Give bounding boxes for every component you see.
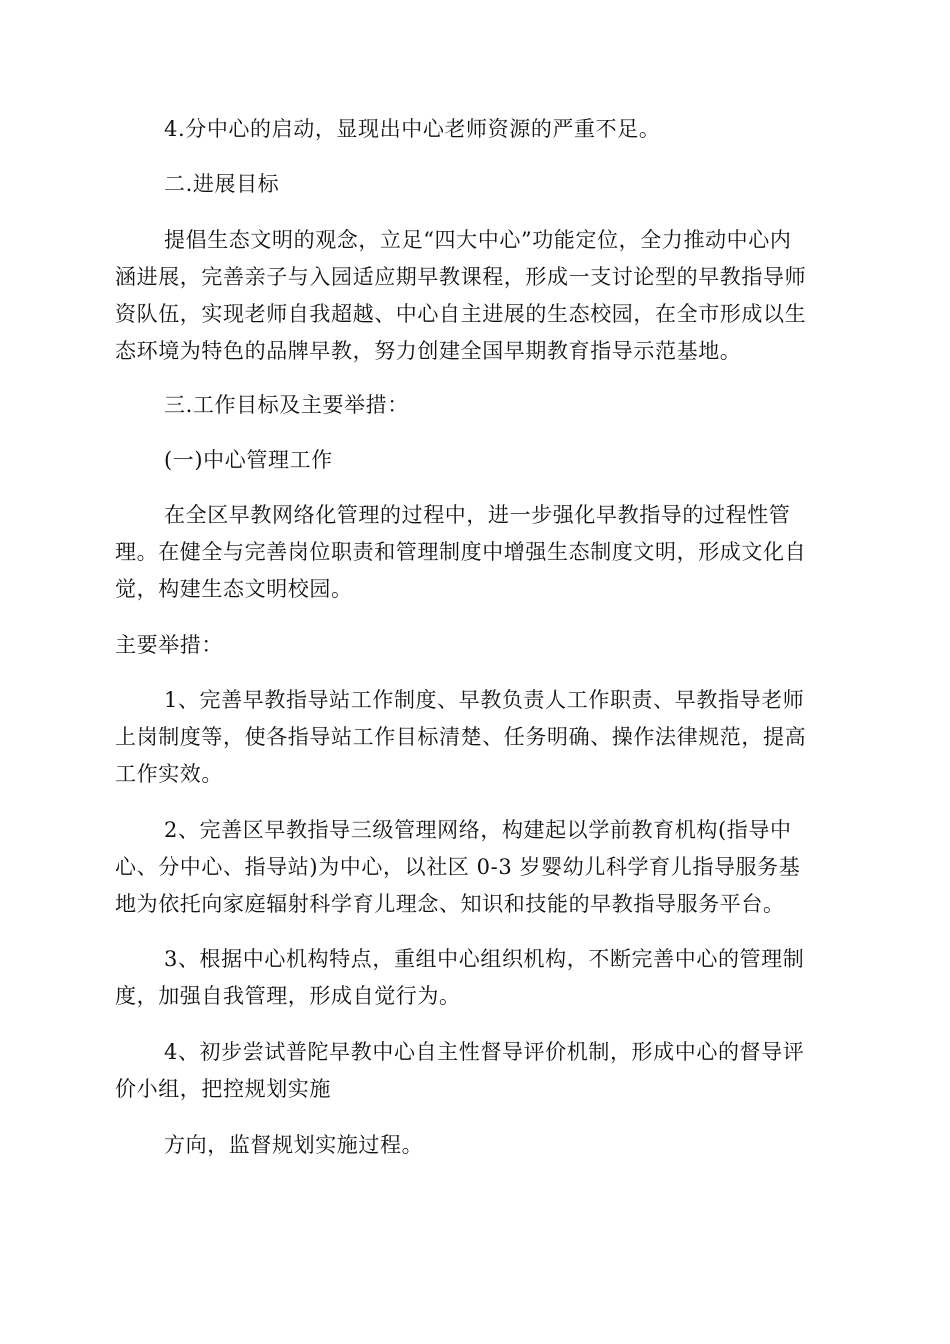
- list-item-line: 度，加强自我管理，形成自觉行为。: [115, 984, 461, 1008]
- list-item-line: 价小组，把控规划实施: [115, 1077, 331, 1101]
- paragraph-line: 涵进展，完善亲子与入园适应期早教课程，形成一支讨论型的早教指导师: [115, 265, 807, 289]
- list-item-line: 上岗制度等，使各指导站工作目标清楚、任务明确、操作法律规范，提高: [115, 725, 807, 749]
- list-item-line: 1、完善早教指导站工作制度、早教负责人工作职责、早教指导老师: [164, 688, 805, 712]
- section-heading: 三.工作目标及主要举措：: [164, 393, 409, 417]
- list-item-line: 3、根据中心机构特点，重组中心组织机构，不断完善中心的管理制: [164, 947, 805, 971]
- subsection-heading: (一)中心管理工作: [164, 448, 333, 472]
- paragraph-line: 觉，构建生态文明校园。: [115, 577, 353, 601]
- paragraph-line: 4.分中心的启动，显现出中心老师资源的严重不足。: [164, 117, 661, 141]
- list-item-line: 地为依托向家庭辐射科学育儿理念、知识和技能的早教指导服务平台。: [115, 892, 785, 916]
- paragraph-line: 在全区早教网络化管理的过程中，进一步强化早教指导的过程性管: [164, 503, 791, 527]
- list-item-line: 4、初步尝试普陀早教中心自主性督导评价机制，形成中心的督导评: [164, 1040, 805, 1064]
- paragraph-line: 态环境为特色的品牌早教，努力创建全国早期教育指导示范基地。: [115, 339, 742, 363]
- list-item-line: 心、分中心、指导站)为中心，以社区 0-3 岁婴幼儿科学育儿指导服务基: [115, 855, 801, 879]
- list-heading: 主要举措：: [115, 633, 223, 657]
- paragraph-line: 资队伍，实现老师自我超越、中心自主进展的生态校园，在全市形成以生: [115, 302, 807, 326]
- paragraph-line: 理。在健全与完善岗位职责和管理制度中增强生态制度文明，形成文化自: [115, 540, 807, 564]
- list-item-line: 方向，监督规划实施过程。: [164, 1133, 424, 1157]
- list-item-line: 2、完善区早教指导三级管理网络，构建起以学前教育机构(指导中: [164, 818, 792, 842]
- list-item-line: 工作实效。: [115, 762, 223, 786]
- section-heading: 二.进展目标: [164, 172, 280, 196]
- paragraph-line: 提倡生态文明的观念，立足“四大中心”功能定位，全力推动中心内: [164, 228, 792, 252]
